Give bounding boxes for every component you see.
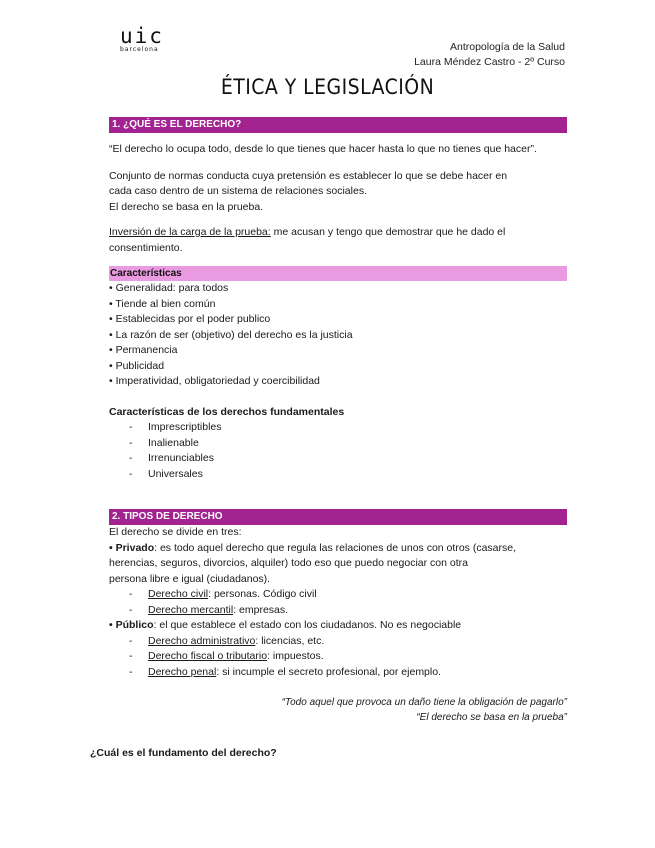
list-item (109, 649, 567, 665)
fundamental-rights-list (109, 420, 567, 482)
opening-quote: “El derecho lo ocupa todo, desde lo que tienes que hacer hasta lo que no tienes que hacer”. (109, 143, 537, 155)
law-description: : impuestos. (267, 650, 324, 662)
inversion-term: Inversión de la carga de la prueba: (109, 226, 271, 238)
list-item-text: Universales (148, 467, 203, 480)
publico-paragraph (109, 618, 567, 634)
list-item (109, 420, 567, 436)
law-term: Derecho civil (148, 588, 209, 600)
inversion-text: me acusan y tengo que demostrar que he dado el (270, 226, 506, 238)
closing-quote: “El derecho se basa en la prueba” (416, 712, 567, 723)
privado-line-3: persona libre e igual (ciudadanos). (109, 572, 271, 585)
list-item (109, 665, 567, 681)
list-item (109, 634, 567, 650)
author-line: Laura Méndez Castro - 2º Curso (414, 56, 565, 68)
document-body (109, 117, 567, 725)
dash-bullet: - (129, 634, 133, 647)
dash-bullet: - (129, 650, 133, 662)
logo-text: uic (120, 24, 164, 48)
list-item: • Permanencia (109, 344, 178, 356)
list-item: • Establecidas por el poder publico (109, 313, 271, 325)
list-item: • La razón de ser (objetivo) del derecho es la justicia (109, 328, 353, 341)
list-item (109, 587, 567, 603)
uic-logo (120, 26, 164, 53)
law-description: : personas. Código civil (208, 588, 317, 600)
list-item (109, 451, 567, 467)
dash-bullet: - (129, 436, 133, 449)
definition (109, 169, 567, 216)
dash-bullet: - (129, 665, 133, 678)
law-term: Derecho penal (148, 665, 217, 678)
section-2-intro: El derecho se divide en tres: (109, 526, 242, 538)
fundamental-rights-heading: Características de los derechos fundamentales (109, 405, 345, 418)
dash-bullet: - (129, 467, 133, 480)
inversion-line (109, 225, 567, 241)
dash-bullet: - (129, 603, 133, 616)
list-item (109, 467, 567, 483)
law-description: : empresas. (233, 603, 289, 616)
definition-line: Conjunto de normas conducta cuya pretensión es establecer lo que se debe hacer en (109, 169, 508, 182)
dash-bullet: - (129, 452, 133, 464)
closing-quotes (109, 695, 567, 725)
list-item: • Generalidad: para todos (109, 282, 229, 294)
characteristics-heading: Características (109, 266, 567, 281)
privado-text: : es todo aquel derecho que regula las relaciones de unos con otros (casarse, (154, 541, 517, 554)
list-item-text: Irrenunciables (148, 452, 214, 464)
section-2-heading: 2. TIPOS DE DERECHO (109, 509, 567, 525)
inversion-paragraph (109, 225, 567, 256)
publico-text: : el que establece el estado con los ciudadanos. No es negociable (153, 619, 462, 631)
privado-label: • Privado (109, 541, 155, 554)
definition-line: cada caso dentro de un sistema de relaciones sociales. (109, 185, 367, 197)
law-term: Derecho fiscal o tributario (148, 650, 268, 662)
law-description: : si incumple el secreto profesional, por ejemplo. (216, 665, 441, 678)
document-title: ÉTICA Y LEGISLACIÓN (220, 75, 435, 99)
list-item (109, 603, 567, 619)
law-term: Derecho mercantil (148, 603, 234, 616)
course-info (414, 40, 565, 70)
law-description: : licencias, etc. (255, 634, 325, 647)
list-item: • Imperatividad, obligatoriedad y coercibilidad (109, 375, 320, 387)
list-item: • Publicidad (109, 359, 165, 372)
publico-label: • Público (109, 619, 154, 631)
section-1-heading: 1. ¿QUÉ ES EL DERECHO? (109, 117, 567, 133)
list-item-text: Imprescriptibles (148, 421, 222, 433)
law-term: Derecho administrativo (148, 634, 256, 647)
footer-question: ¿Cuál es el fundamento del derecho? (90, 747, 277, 759)
inversion-line-2: consentimiento. (109, 241, 183, 254)
dash-bullet: - (129, 421, 133, 433)
privado-paragraph (109, 541, 567, 557)
characteristics-list (109, 281, 567, 390)
list-item-text: Inalienable (148, 436, 199, 449)
course-name: Antropología de la Salud (449, 41, 565, 53)
closing-quote: “Todo aquel que provoca un daño tiene la obligación de pagarlo” (281, 697, 567, 708)
logo-subtext: barcelona (120, 46, 159, 53)
privado-line-2: herencias, seguros, divorcios, alquiler) todo eso que puedo negociar con otra (109, 557, 468, 569)
list-item: • Tiende al bien común (109, 297, 216, 310)
list-item (109, 436, 567, 452)
definition-line: El derecho se basa en la prueba. (109, 200, 264, 213)
dash-bullet: - (129, 588, 133, 600)
